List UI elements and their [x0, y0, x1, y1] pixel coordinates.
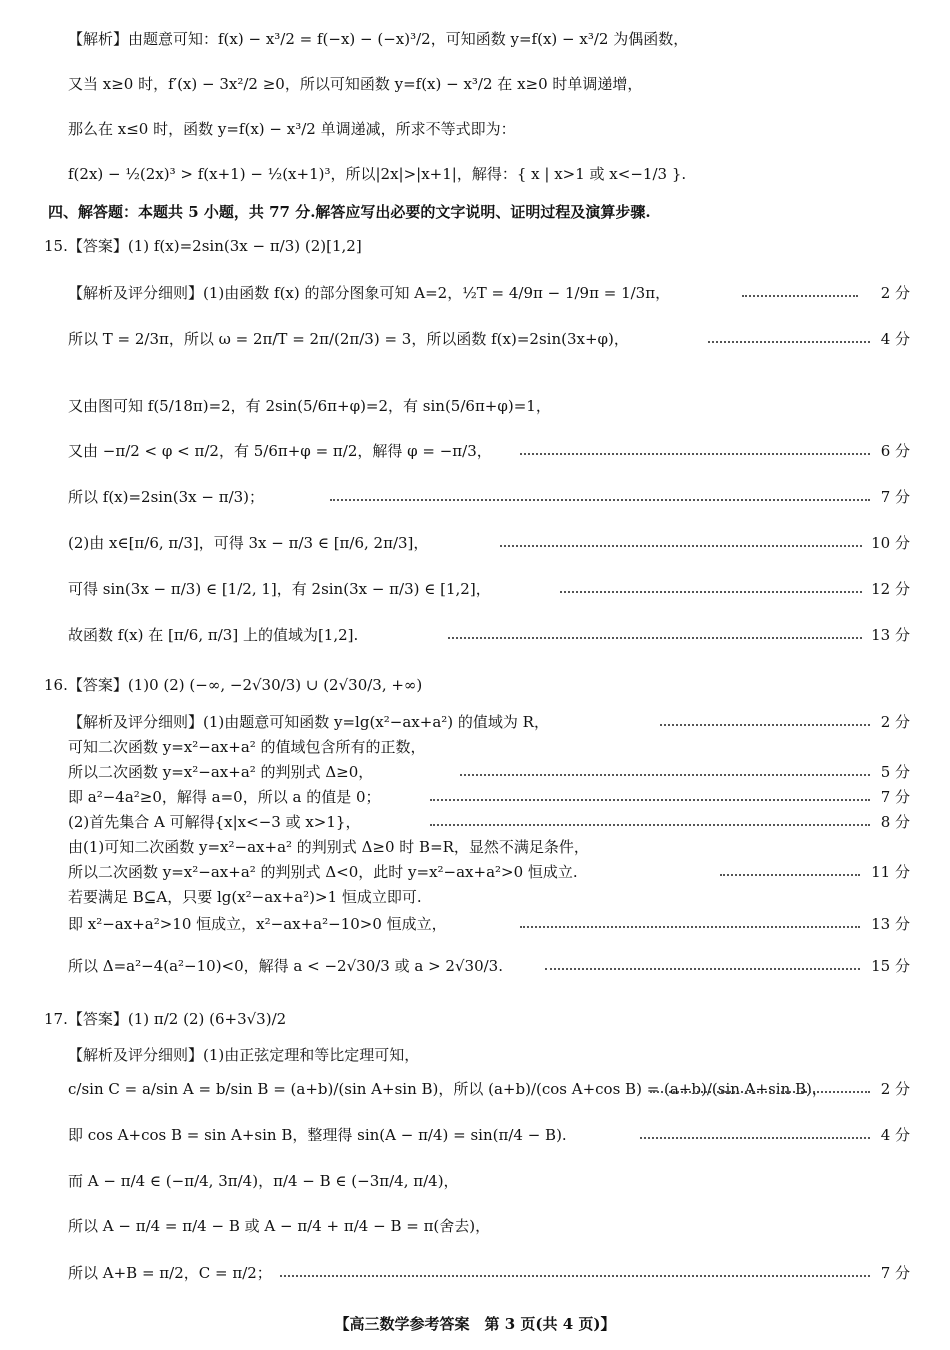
score: 2 分: [880, 713, 910, 731]
q16-answer: 16.【答案】(1)0 (2) (−∞, −2√30/3) ∪ (2√30/3, +∞): [44, 676, 423, 694]
q17-step-4: 而 A − π/4 ∈ (−π/4, 3π/4)，π/4 − B ∈ (−3π/4, π/4)，: [68, 1172, 459, 1190]
score: 13 分: [871, 915, 910, 933]
q16-step-10: 所以 Δ=a²−4(a²−10)<0，解得 a < −2√30/3 或 a > 2√30/3.: [68, 957, 503, 975]
analysis-line-4: f(2x) − ½(2x)³ > f(x+1) − ½(x+1)³，所以|2x|>|x+1|，解得：{ x | x>1 或 x<−1/3 }.: [68, 165, 687, 183]
score: 8 分: [880, 813, 910, 831]
leader-dots: [430, 822, 870, 826]
score: 5 分: [880, 763, 910, 781]
score: 7 分: [880, 788, 910, 806]
leader-dots: [720, 872, 860, 876]
leader-dots: [448, 635, 862, 639]
q15-step-4: 又由 −π/2 < φ < π/2，有 5/6π+φ = π/2，解得 φ = −π/3，: [68, 442, 492, 460]
q16-step-1: 【解析及评分细则】(1)由题意可知函数 y=lg(x²−ax+a²) 的值域为 R，: [68, 713, 549, 731]
score: 4 分: [880, 330, 910, 348]
q16-step-9: 即 x²−ax+a²>10 恒成立，x²−ax+a²−10>0 恒成立，: [68, 915, 447, 933]
q17-step-2: c/sin C = a/sin A = b/sin B = (a+b)/(sin A+sin B)，所以 (a+b)/(cos A+cos B) = (a+b)/(sin A+sin B)，: [68, 1080, 827, 1098]
leader-dots: [430, 797, 870, 801]
leader-dots: [520, 924, 860, 928]
score: 7 分: [880, 1264, 910, 1282]
q16-step-2: 可知二次函数 y=x²−ax+a² 的值域包含所有的正数，: [68, 738, 426, 756]
leader-dots: [742, 293, 858, 297]
q17-step-3: 即 cos A+cos B = sin A+sin B，整理得 sin(A − π/4) = sin(π/4 − B).: [68, 1126, 567, 1144]
analysis-line-1: 【解析】由题意可知：f(x) − x³/2 = f(−x) − (−x)³/2，可知函数 y=f(x) − x³/2 为偶函数，: [68, 30, 689, 48]
leader-dots: [460, 772, 870, 776]
score: 4 分: [880, 1126, 910, 1144]
q16-step-7: 所以二次函数 y=x²−ax+a² 的判别式 Δ<0，此时 y=x²−ax+a²>0 恒成立.: [68, 863, 578, 881]
q15-step-3: 又由图可知 f(5/18π)=2，有 2sin(5/6π+φ)=2，有 sin(5/6π+φ)=1，: [68, 397, 551, 415]
q15-step-7: 可得 sin(3x − π/3) ∈ [1/2, 1]，有 2sin(3x − π/3) ∈ [1,2]，: [68, 580, 491, 598]
leader-dots: [545, 966, 860, 970]
q15-step-2: 所以 T = 2/3π，所以 ω = 2π/T = 2π/(2π/3) = 3，所以函数 f(x)=2sin(3x+φ)，: [68, 330, 629, 348]
leader-dots: [280, 1273, 870, 1277]
page-footer: 【高三数学参考答案 第 3 页(共 4 页)】: [334, 1315, 616, 1333]
analysis-line-3: 那么在 x≤0 时，函数 y=f(x) − x³/2 单调递减，所求不等式即为：: [68, 120, 516, 138]
q15-step-5: 所以 f(x)=2sin(3x − π/3)；: [68, 488, 265, 506]
score: 2 分: [880, 284, 910, 302]
q15-answer: 15.【答案】(1) f(x)=2sin(3x − π/3) (2)[1,2]: [44, 237, 362, 255]
q15-step-1: 【解析及评分细则】(1)由函数 f(x) 的部分图象可知 A=2，½T = 4/9π − 1/9π = 1/3π，: [68, 284, 671, 302]
score: 2 分: [880, 1080, 910, 1098]
leader-dots: [500, 543, 862, 547]
q17-answer: 17.【答案】(1) π/2 (2) (6+3√3)/2: [44, 1010, 287, 1028]
score: 7 分: [880, 488, 910, 506]
q15-step-6: (2)由 x∈[π/6, π/3]，可得 3x − π/3 ∈ [π/6, 2π/3]，: [68, 534, 429, 552]
q15-step-8: 故函数 f(x) 在 [π/6, π/3] 上的值域为[1,2].: [68, 626, 359, 644]
score: 6 分: [880, 442, 910, 460]
q17-step-1: 【解析及评分细则】(1)由正弦定理和等比定理可知，: [68, 1046, 420, 1064]
q16-step-6: 由(1)可知二次函数 y=x²−ax+a² 的判别式 Δ≥0 时 B=R，显然不满足条件，: [68, 838, 589, 856]
score: 10 分: [871, 534, 910, 552]
q17-step-5: 所以 A − π/4 = π/4 − B 或 A − π/4 + π/4 − B = π(舍去)，: [68, 1217, 491, 1235]
score: 13 分: [871, 626, 910, 644]
q16-step-5: (2)首先集合 A 可解得{x|x<−3 或 x>1}，: [68, 813, 361, 831]
q16-step-3: 所以二次函数 y=x²−ax+a² 的判别式 Δ≥0，: [68, 763, 374, 781]
leader-dots: [640, 1135, 870, 1139]
score: 15 分: [871, 957, 910, 975]
q16-step-8: 若要满足 B⊆A，只要 lg(x²−ax+a²)>1 恒成立即可.: [68, 888, 422, 906]
leader-dots: [650, 1089, 870, 1093]
leader-dots: [330, 497, 870, 501]
q17-step-6: 所以 A+B = π/2，C = π/2；: [68, 1264, 272, 1282]
q16-step-4: 即 a²−4a²≥0，解得 a=0，所以 a 的值是 0；: [68, 788, 381, 806]
analysis-line-2: 又当 x≥0 时，f′(x) − 3x²/2 ≥0，所以可知函数 y=f(x) − x³/2 在 x≥0 时单调递增，: [68, 75, 643, 93]
leader-dots: [708, 339, 870, 343]
leader-dots: [560, 589, 862, 593]
leader-dots: [660, 722, 870, 726]
leader-dots: [520, 451, 870, 455]
score: 11 分: [871, 863, 910, 881]
score: 12 分: [871, 580, 910, 598]
section-heading: 四、解答题：本题共 5 小题，共 77 分.解答应写出必要的文字说明、证明过程及演算步骤.: [48, 203, 651, 221]
